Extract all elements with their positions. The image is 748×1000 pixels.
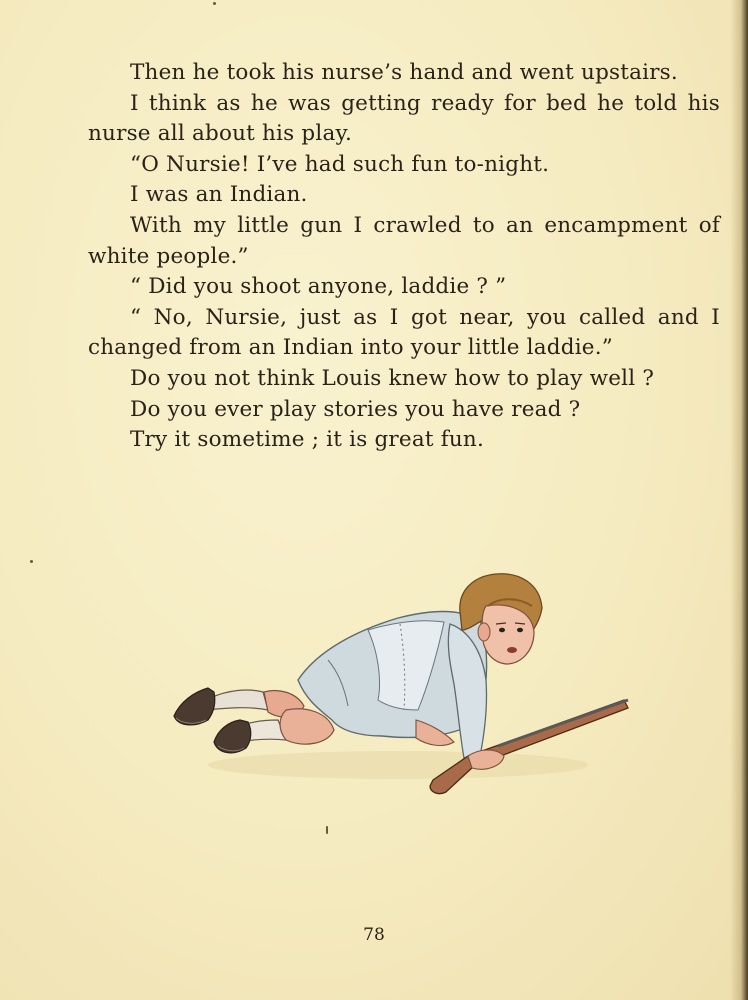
paper-speck [213,2,216,5]
text-line: Try it sometime ; it is great fun. [130,427,485,453]
text-line: “ No, Nursie, just as I got near, you called and I [130,304,720,330]
text-line: I think as he was getting ready for bed he told his [130,90,720,116]
text-line: “ Did you shoot anyone, laddie ? ” [130,274,507,300]
page-edge-shadow [730,0,748,1000]
text-line: With my little gun I crawled to an encampment of [130,212,720,238]
text-line: white people.” [88,243,249,269]
text-line: nurse all about his play. [88,121,352,147]
paper-speck [326,826,328,834]
text-line: “O Nursie! I’ve had such fun to-night. [130,151,550,177]
crawling-boy-illustration [168,560,638,810]
story-text [88,58,720,456]
text-line: changed from an Indian into your little laddie.” [88,335,613,361]
text-line: I was an Indian. [130,182,308,208]
page-number: 78 [363,925,385,945]
paper-speck [30,560,33,563]
text-line: Do you not think Louis knew how to play well ? [130,365,655,391]
text-line: Do you ever play stories you have read ? [130,396,581,422]
text-line: Then he took his nurse’s hand and went upstairs. [130,60,678,85]
